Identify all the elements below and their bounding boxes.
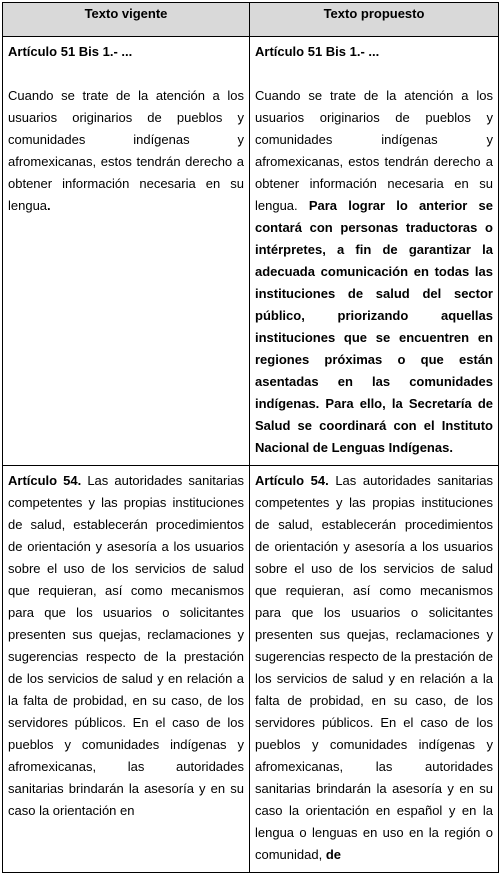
proposed-addition: de bbox=[325, 847, 342, 862]
article-title: Artículo 51 Bis 1.- ... bbox=[8, 44, 133, 59]
current-text-cell bbox=[3, 466, 250, 873]
article-paragraph bbox=[255, 470, 493, 866]
article-body: Las autoridades sanitarias competentes y las propias instituciones de salud, establecerán procedimientos de orientación y asesoría a los usuarios sobre el uso de los servicios de salud que requieran, así como mecanismos para que los usuarios o solicitantes presenten sus quejas, reclamaciones y sugerencias respecto de la prestación de los servicios de salud y en relación a la falta de probidad, en su caso, de los servidores públicos. En el caso de los pueblos y comunidades indígenas y afromexicanas, las autoridades sanitarias brindarán la asesoría y en su caso la orientación en bbox=[8, 473, 244, 818]
article-title: Artículo 54. bbox=[8, 473, 82, 488]
article-paragraph bbox=[8, 470, 244, 822]
article-title: Artículo 51 Bis 1.- ... bbox=[255, 44, 380, 59]
proposed-text-cell bbox=[250, 466, 499, 873]
table-row bbox=[3, 466, 499, 873]
table-row bbox=[3, 37, 499, 466]
article-body: Cuando se trate de la atención a los usuarios originarios de pueblos y comunidades indígenas y afromexicanas, estos tendrán derecho a obtener información necesaria en su lengua bbox=[8, 88, 244, 213]
article-paragraph bbox=[8, 85, 244, 217]
proposed-text-cell bbox=[250, 37, 499, 466]
comparison-table bbox=[2, 2, 499, 873]
header-current-text: Texto vigente bbox=[3, 3, 250, 37]
article-body-end: . bbox=[47, 198, 51, 213]
header-row bbox=[3, 3, 499, 37]
proposed-addition: Para lograr lo anterior se contará con personas traductoras o intérpretes, a fin de garantizar la adecuada comunicación en todas las instituciones de salud del sector público, priorizando aquellas instituciones que se encuentren en regiones próximas o que están asentadas en las comunidades indígenas. Para ello, la Secretaría de Salud se coordinará con el Instituto Nacional de Lenguas Indígenas. bbox=[255, 198, 493, 455]
article-title: Artículo 54. bbox=[255, 473, 329, 488]
article-body: Las autoridades sanitarias competentes y las propias instituciones de salud, establecerán procedimientos de orientación y asesoría a los usuarios sobre el uso de los servicios de salud que requieran, así como mecanismos para que los usuarios o solicitantes presenten sus quejas, reclamaciones y sugerencias respecto de la prestación de los servicios de salud y en relación a la falta de probidad, en su caso, de los servidores públicos. En el caso de los pueblos y comunidades indígenas y afromexicanas, las autoridades sanitarias brindarán la asesoría y en su caso la orientación en español y en la lengua o lenguas en uso en la región o comunidad, bbox=[255, 473, 493, 862]
article-paragraph bbox=[255, 85, 493, 459]
current-text-cell bbox=[3, 37, 250, 466]
header-proposed-text: Texto propuesto bbox=[250, 3, 499, 37]
article-body: Cuando se trate de la atención a los usuarios originarios de pueblos y comunidades indígenas y afromexicanas, estos tendrán derecho a obtener información necesaria en su lengua. bbox=[255, 88, 493, 213]
